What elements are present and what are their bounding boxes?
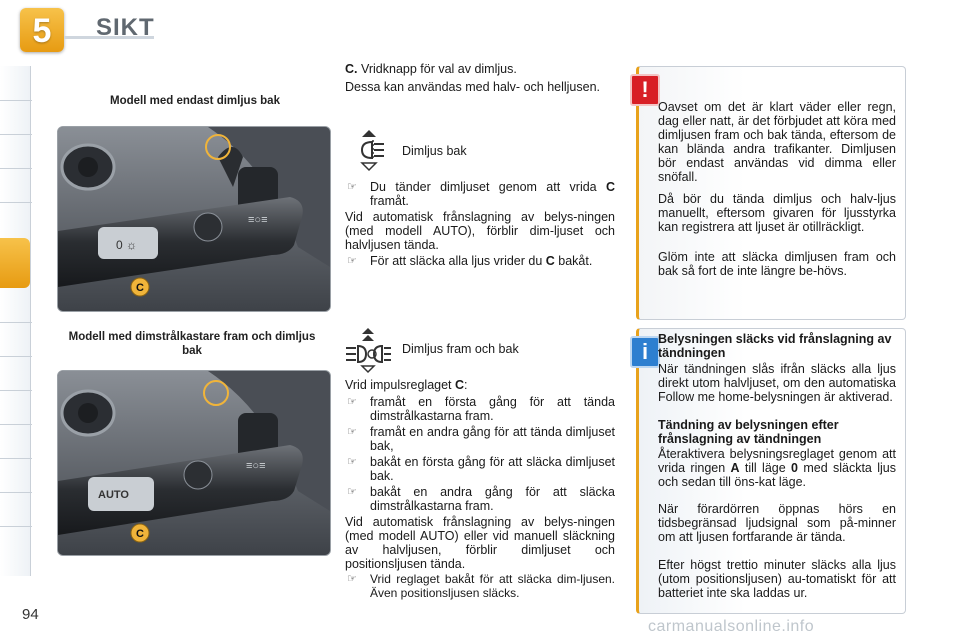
chapter-tab-divider bbox=[0, 458, 32, 459]
chapter-tab-divider bbox=[0, 134, 32, 135]
chapter-tab-divider bbox=[0, 526, 32, 527]
chapter-tab-divider bbox=[0, 424, 32, 425]
front-fog-auto-paragraph: Vid automatisk frånslagning av belys-ningen (med modell AUTO) eller vid manuell släckning av halvljusen, förblir dimljuset och positionsljusen tända. bbox=[345, 515, 615, 571]
watermark: carmanualsonline.info bbox=[648, 618, 815, 635]
front-fog-bullet-5: Vrid reglaget bakåt för att släcka dim-ljusen. Även positionsljusen släcks. bbox=[370, 572, 615, 600]
callout-c: C bbox=[136, 282, 144, 294]
chapter-tab-divider bbox=[0, 492, 32, 493]
intro-paragraph: Dessa kan användas med halv- och helljusen. bbox=[345, 80, 601, 94]
svg-text:≡○≡: ≡○≡ bbox=[248, 214, 268, 226]
svg-text:≡○≡: ≡○≡ bbox=[246, 460, 266, 472]
bullet-icon: ☞ bbox=[347, 426, 357, 438]
chapter-tab-rail bbox=[0, 66, 31, 576]
page-number: 94 bbox=[22, 606, 39, 623]
info-heading-2: Tändning av belysningen efter frånslagning av tändningen bbox=[658, 418, 839, 446]
info-heading-1: Belysningen släcks vid frånslagning av tändningen bbox=[658, 332, 892, 360]
front-fog-bullet-2: framåt en andra gång för att tända dimljuset bak, bbox=[370, 425, 615, 453]
info-key-a: A bbox=[730, 461, 740, 475]
info-key-0: 0 bbox=[791, 461, 798, 475]
info-paragraph-1: När tändningen slås ifrån släcks alla ljus direkt utom halvljuset, om den automatiska Follow me home-belysningen är aktiverad. bbox=[658, 362, 896, 404]
rear-fog-bullet-on bbox=[370, 180, 615, 208]
chapter-tab-divider bbox=[0, 100, 32, 101]
chapter-tab-divider bbox=[0, 168, 32, 169]
warning-paragraph-1: Oavset om det är klart väder eller regn, dag eller natt, är det förbjudet att köra med dimljusen fram och bak tända, eftersom de kan blända andra trafikanter. Dimljusen bör endast användas vid dimma eller snöfall. bbox=[658, 100, 896, 184]
bullet-icon: ☞ bbox=[347, 486, 357, 498]
chapter-badge bbox=[20, 8, 64, 52]
info-text: med släckta ljus och sedan till öns-kat läge. bbox=[658, 461, 896, 489]
figure-stalk-front-rear-fog bbox=[57, 370, 331, 556]
rear-fog-bullet-off bbox=[370, 254, 615, 268]
front-rear-fog-label: Dimljus fram och bak bbox=[402, 342, 519, 356]
chapter-tab-divider bbox=[0, 356, 32, 357]
info-text: Återaktivera belysningsreglaget genom att vrida ringen bbox=[658, 447, 896, 475]
callout-c: C bbox=[136, 528, 144, 540]
front-rear-fog-lamp-icon bbox=[344, 326, 392, 374]
model2-heading: Modell med dimstrålkastare fram och dimljus bak bbox=[68, 331, 316, 357]
rear-fog-lamp-icon bbox=[352, 128, 386, 172]
c-definition bbox=[345, 62, 615, 76]
warning-icon: ! bbox=[630, 74, 660, 106]
bullet-text: bakåt. bbox=[554, 254, 593, 268]
info-paragraph-2 bbox=[658, 447, 896, 489]
turn-intro bbox=[345, 378, 615, 392]
svg-text:0 ☼: 0 ☼ bbox=[116, 238, 138, 252]
turn-intro-text: Vrid impulsreglaget bbox=[345, 378, 456, 392]
chapter-tab-divider bbox=[0, 202, 32, 203]
front-fog-bullet-4: bakåt en andra gång för att släcka dimstrålkastarna fram. bbox=[370, 485, 615, 513]
front-fog-bullet-3: bakåt en första gång för att släcka dimljuset bak. bbox=[370, 455, 615, 483]
turn-intro-key: C bbox=[455, 378, 465, 392]
bullet-key: C bbox=[545, 254, 555, 268]
bullet-icon: ☞ bbox=[347, 255, 357, 267]
rear-fog-label: Dimljus bak bbox=[402, 144, 467, 158]
model1-heading: Modell med endast dimljus bak bbox=[110, 95, 280, 107]
bullet-text: För att släcka alla ljus vrider du bbox=[370, 254, 546, 268]
bullet-icon: ☞ bbox=[347, 573, 357, 585]
chapter-tab-divider bbox=[0, 322, 32, 323]
info-paragraph-4: Efter högst trettio minuter släcks alla ljus (utom positionsljusen) au-tomatiskt för att batteriet inte ska laddas ur. bbox=[658, 558, 896, 600]
info-paragraph-3: När förardörren öppnas hörs en tidsbegränsad ljudsignal som på-minner om att ljusen fortfarande är tända. bbox=[658, 502, 896, 544]
bullet-text: framåt. bbox=[370, 194, 409, 208]
auto-ring-label: AUTO bbox=[98, 489, 129, 501]
bullet-text: Du tänder dimljuset genom att vrida bbox=[370, 180, 606, 194]
info-icon: i bbox=[630, 336, 660, 368]
bullet-icon: ☞ bbox=[347, 181, 357, 193]
figure-stalk-rear-fog bbox=[57, 126, 331, 312]
page-title: SIKT bbox=[96, 14, 155, 41]
rear-fog-auto-paragraph: Vid automatisk frånslagning av belys-ningen (med modell AUTO), förblir dim-ljuset och halvljusen tända. bbox=[345, 210, 615, 252]
front-fog-bullet-1: framåt en första gång för att tända dimstrålkastarna fram. bbox=[370, 395, 615, 423]
warning-paragraph-3: Glöm inte att släcka dimljusen fram och bak så fort de inte längre be-hövs. bbox=[658, 250, 896, 278]
bullet-icon: ☞ bbox=[347, 456, 357, 468]
info-text: till läge bbox=[739, 461, 792, 475]
bullet-key: C bbox=[605, 180, 615, 194]
chapter-number: 5 bbox=[32, 12, 52, 50]
chapter-tab-active[interactable] bbox=[0, 238, 30, 288]
warning-paragraph-2: Då bör du tända dimljus och halv-ljus manuellt, eftersom givaren för ljusstyrka kan registrera att ljuset är otillräckligt. bbox=[658, 192, 896, 234]
c-definition-label: C. bbox=[345, 62, 358, 76]
turn-intro-colon: : bbox=[464, 378, 468, 392]
c-definition-text: Vridknapp för val av dimljus. bbox=[357, 62, 517, 76]
bullet-icon: ☞ bbox=[347, 396, 357, 408]
chapter-tab-divider bbox=[0, 390, 32, 391]
